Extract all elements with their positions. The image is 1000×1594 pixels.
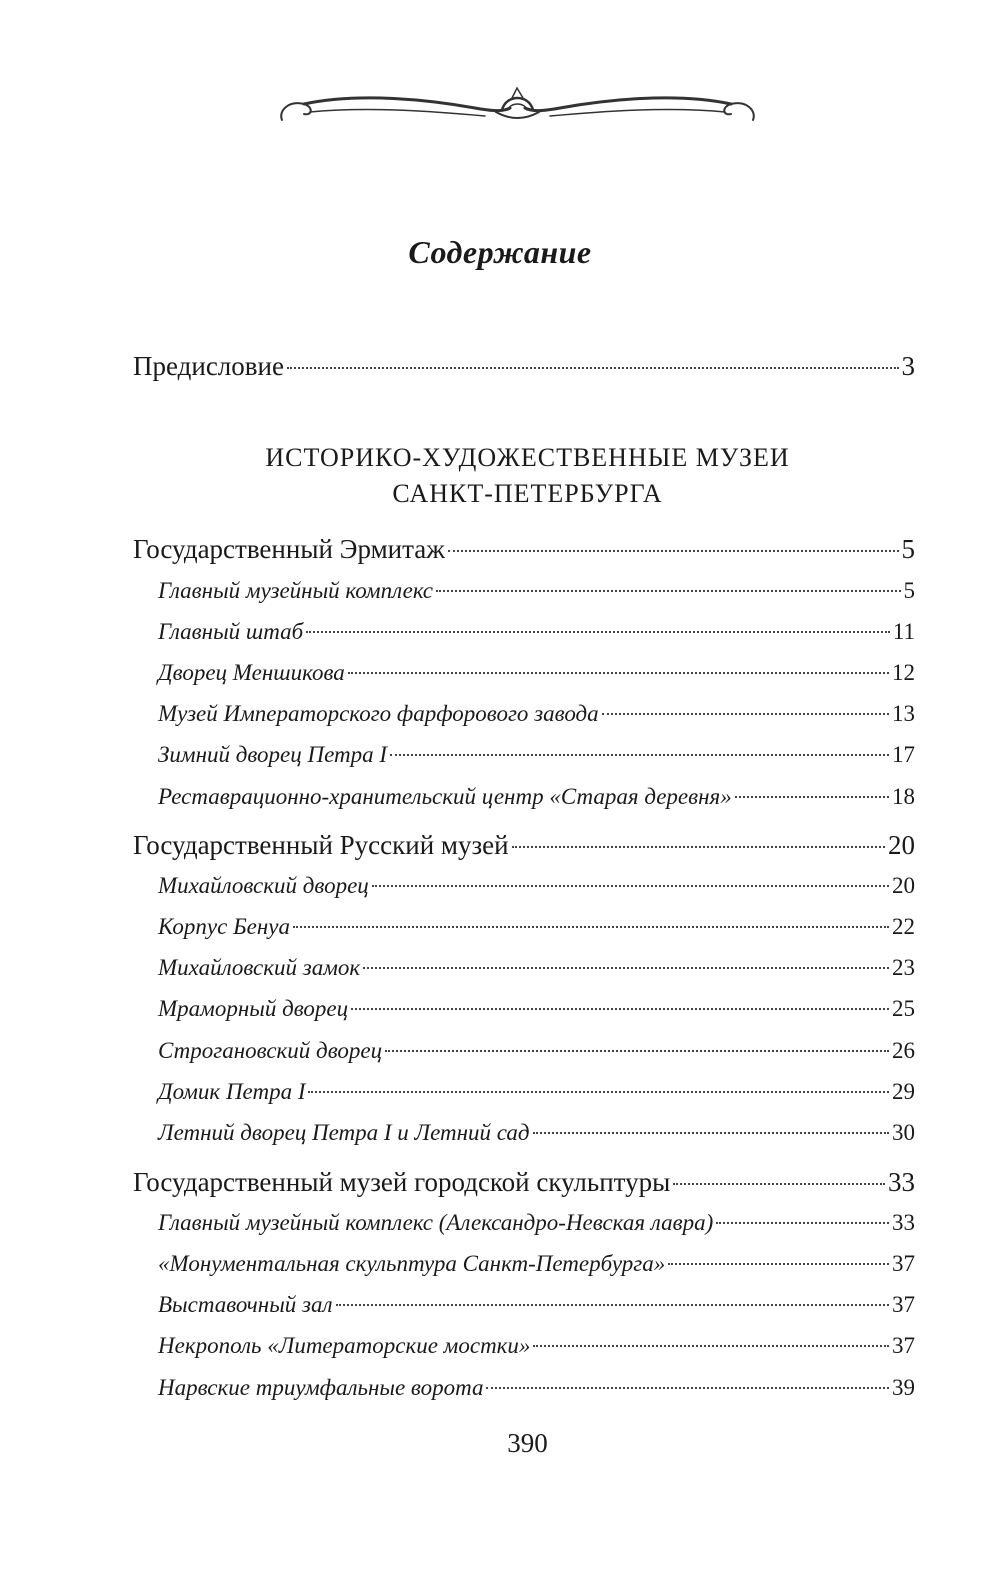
toc-entry-preface[interactable] — [133, 351, 915, 382]
dot-leader — [668, 1263, 889, 1265]
toc-subentry[interactable] — [158, 1251, 915, 1277]
toc-subentry[interactable] — [158, 742, 915, 768]
dot-leader — [512, 846, 885, 848]
toc-subentry-page: 11 — [892, 619, 915, 644]
toc-subentry[interactable] — [158, 660, 915, 686]
toc-subentry[interactable] — [158, 1375, 915, 1401]
dot-leader — [673, 1183, 885, 1185]
dot-leader — [372, 885, 889, 887]
toc-entry-label: Государственный музей городской скульптуры — [133, 1167, 671, 1197]
toc-subentry[interactable] — [158, 1292, 915, 1318]
section-heading — [0, 440, 1000, 512]
dot-leader — [293, 926, 889, 928]
section-heading-line2: САНКТ-ПЕТЕРБУРГА — [392, 479, 663, 508]
toc-subentry-label: Выставочный зал — [158, 1292, 333, 1317]
toc-subentry-label: Михайловский дворец — [158, 873, 369, 898]
dot-leader — [308, 1091, 889, 1093]
toc-entry-russian-museum[interactable] — [133, 830, 915, 861]
dot-leader — [436, 590, 901, 592]
dot-leader — [306, 631, 890, 633]
toc-subentry-label: Музей Императорского фарфорового завода — [158, 701, 599, 726]
toc-entry-label: Государственный Эрмитаж — [133, 534, 445, 564]
toc-subentry-label: Корпус Бенуа — [158, 914, 290, 939]
toc-subentry-page: 33 — [892, 1210, 915, 1235]
toc-subentry-label: «Монументальная скульптура Санкт-Петербурга» — [158, 1251, 666, 1276]
dot-leader — [533, 1132, 889, 1134]
toc-subentry[interactable] — [158, 914, 915, 940]
toc-subentry-label: Домик Петра I — [158, 1079, 306, 1104]
toc-subentry[interactable] — [158, 619, 915, 645]
toc-subentry-page: 37 — [892, 1333, 915, 1358]
toc-entry-page: 33 — [888, 1167, 915, 1197]
dot-leader — [390, 754, 889, 756]
dot-leader — [735, 796, 889, 798]
section-heading-line1: ИСТОРИКО-ХУДОЖЕСТВЕННЫЕ МУЗЕИ — [265, 443, 790, 472]
dot-leader — [533, 1345, 889, 1347]
toc-subentry-page: 18 — [892, 784, 915, 809]
toc-subentry-label: Главный музейный комплекс (Александро-Невская лавра) — [158, 1210, 714, 1235]
toc-subentry[interactable] — [158, 1120, 915, 1146]
decorative-ornament — [270, 78, 765, 138]
toc-subentry-label: Дворец Меншикова — [158, 660, 345, 685]
toc-subentry-page: 29 — [892, 1079, 915, 1104]
toc-subentry-label: Строгановский дворец — [158, 1038, 383, 1063]
toc-subentry-page: 23 — [892, 955, 915, 980]
dot-leader — [348, 672, 889, 674]
toc-subentry[interactable] — [158, 578, 915, 604]
toc-subentry-page: 13 — [892, 701, 915, 726]
toc-subentry-page: 12 — [892, 660, 915, 685]
toc-subentry[interactable] — [158, 1333, 915, 1359]
dot-leader — [448, 550, 899, 552]
toc-subentry-page: 26 — [892, 1038, 915, 1063]
toc-subentry[interactable] — [158, 1038, 915, 1064]
toc-subentry-label: Главный музейный комплекс — [158, 578, 433, 603]
toc-subentry[interactable] — [158, 996, 915, 1022]
dot-leader — [336, 1304, 889, 1306]
toc-entry-hermitage[interactable] — [133, 534, 915, 565]
toc-subentry[interactable] — [158, 873, 915, 899]
toc-subentry-label: Реставрационно-хранительский центр «Старая деревня» — [158, 784, 732, 809]
toc-subentry[interactable] — [158, 1210, 915, 1236]
toc-subentry-label: Мраморный дворец — [158, 996, 349, 1021]
toc-subentry[interactable] — [158, 701, 915, 727]
dot-leader — [287, 367, 899, 369]
toc-subentry-page: 25 — [892, 996, 915, 1021]
dot-leader — [385, 1050, 889, 1052]
dot-leader — [602, 713, 889, 715]
toc-entry-sculpture-museum[interactable] — [133, 1167, 915, 1198]
toc-entry-page: 20 — [888, 830, 915, 860]
toc-subentry-page: 20 — [892, 873, 915, 898]
toc-subentry-page: 39 — [892, 1375, 915, 1400]
toc-entry-page: 5 — [901, 534, 915, 564]
toc-subentry-page: 37 — [892, 1292, 915, 1317]
toc-subentry-page: 5 — [903, 578, 915, 603]
toc-subentry-label: Нарвские триумфальные ворота — [158, 1375, 484, 1400]
dot-leader — [363, 967, 889, 969]
toc-entry-label: Предисловие — [133, 351, 284, 381]
toc-subentry[interactable] — [158, 955, 915, 981]
dot-leader — [351, 1008, 889, 1010]
dot-leader — [486, 1387, 889, 1389]
page-number: 390 — [507, 1428, 548, 1458]
toc-subentry-label: Михайловский замок — [158, 955, 361, 980]
toc-subentry-label: Некрополь «Литераторские мостки» — [158, 1333, 531, 1358]
toc-subentry[interactable] — [158, 784, 915, 810]
toc-entry-label: Государственный Русский музей — [133, 830, 509, 860]
toc-subentry-label: Главный штаб — [158, 619, 304, 644]
toc-subentry-page: 30 — [892, 1120, 915, 1145]
page-title: Содержание — [408, 234, 592, 270]
toc-subentry[interactable] — [158, 1079, 915, 1105]
toc-entry-page: 3 — [901, 351, 915, 381]
toc-subentry-label: Летний дворец Петра I и Летний сад — [158, 1120, 530, 1145]
toc-subentry-page: 17 — [892, 742, 915, 767]
toc-subentry-page: 22 — [892, 914, 915, 939]
toc-subentry-page: 37 — [892, 1251, 915, 1276]
dot-leader — [716, 1222, 889, 1224]
toc-subentry-label: Зимний дворец Петра I — [158, 742, 388, 767]
